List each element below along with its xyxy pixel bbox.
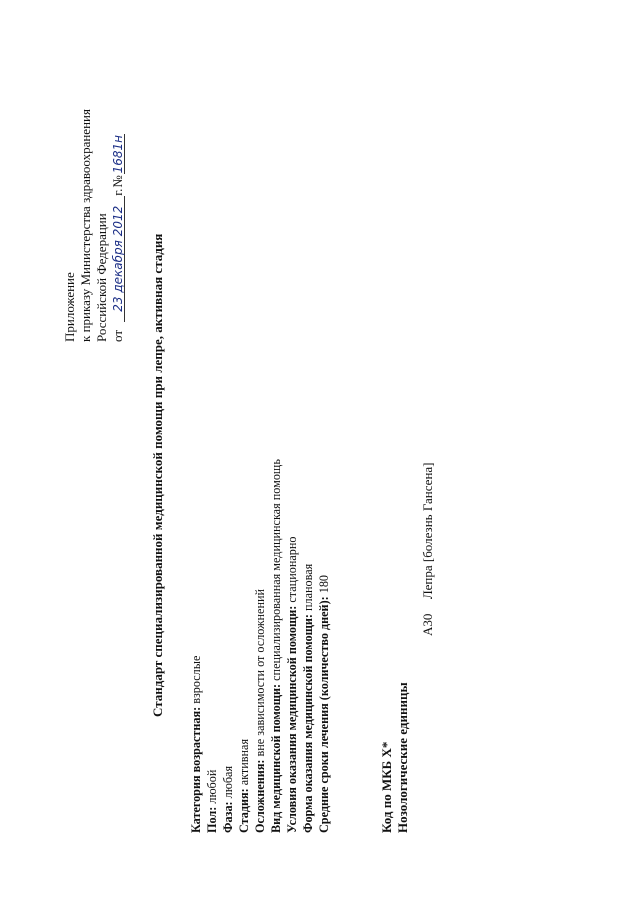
- field-label: Категория возрастная:: [189, 706, 203, 833]
- header-federation: Российской Федерации: [94, 213, 109, 342]
- field-treatment-duration: [318, 575, 330, 833]
- field-value: специализированная медицинская помощь: [269, 459, 283, 681]
- field-complications: [254, 589, 266, 833]
- field-label: Пол:: [205, 806, 219, 833]
- header-ot: от: [110, 329, 125, 342]
- field-value: 180: [317, 574, 331, 594]
- icd-code: A30: [420, 613, 435, 636]
- field-value: активная: [237, 738, 251, 786]
- handwritten-date: 23 декабря 2012: [112, 196, 125, 322]
- icd-heading: Код по МКБ X*: [379, 741, 394, 833]
- icd-entry: [421, 463, 434, 637]
- header-number-sign: №: [110, 175, 125, 188]
- field-label: Форма оказания медицинской помощи:: [301, 614, 315, 833]
- field-label: Вид медицинской помощи:: [269, 683, 283, 833]
- field-value: вне зависимости от осложнений: [253, 588, 267, 757]
- field-age-category: [190, 656, 202, 833]
- field-value: взрослые: [189, 655, 203, 704]
- field-value: плановая: [301, 563, 315, 611]
- field-label: Стадия:: [237, 788, 251, 833]
- field-phase: [222, 766, 234, 833]
- field-stage: [238, 739, 250, 833]
- field-label: Осложнения:: [253, 759, 267, 833]
- field-care-conditions: [286, 537, 298, 833]
- header-date-line: [111, 134, 125, 342]
- field-sex: [206, 770, 218, 833]
- field-care-type: [270, 459, 282, 833]
- header-appendix: Приложение: [62, 272, 77, 342]
- field-value: любая: [221, 765, 235, 799]
- header-order-line: к приказу Министерства здравоохранения: [78, 109, 93, 342]
- field-label: Фаза:: [221, 801, 235, 833]
- field-value: стационарно: [285, 536, 299, 603]
- field-label: Средние сроки лечения (количество дней):: [317, 596, 331, 833]
- field-value: любой: [205, 769, 219, 804]
- field-label: Условия оказания медицинской помощи:: [285, 605, 299, 833]
- nosological-units-heading: Нозологические единицы: [395, 682, 410, 833]
- handwritten-number: 1681н: [111, 135, 125, 174]
- document-title: Стандарт специализированной медицинской помощи при лепре, активная стадия: [150, 233, 165, 717]
- header-g: г.: [110, 188, 125, 196]
- icd-name: Лепра [болезнь Гансена]: [420, 462, 435, 600]
- field-care-form: [302, 564, 314, 833]
